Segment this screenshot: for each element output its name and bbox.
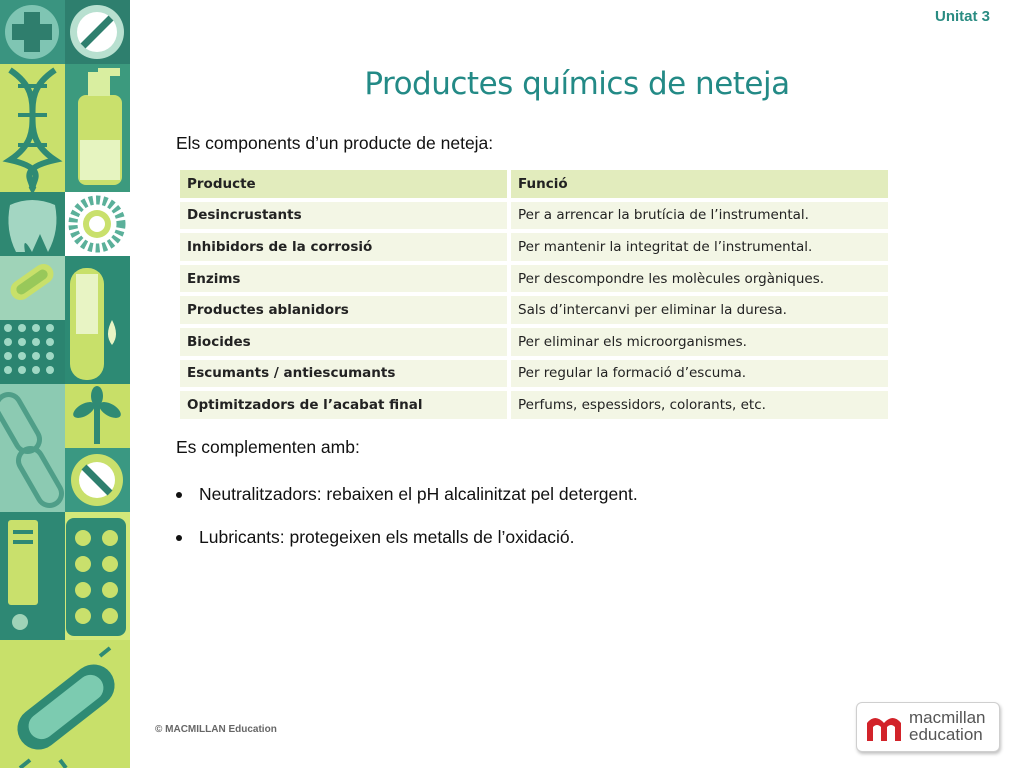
product-cell: Desincrustants	[180, 202, 507, 230]
product-cell: Enzims	[180, 265, 507, 293]
table-row	[180, 391, 888, 419]
pill-icon	[70, 5, 124, 59]
bullet-icon	[176, 492, 182, 498]
function-cell: Sals d’intercanvi per eliminar la duresa.	[511, 296, 888, 324]
function-cell: Per a arrencar la brutícia de l’instrumental.	[511, 202, 888, 230]
macmillan-logo-icon	[865, 711, 903, 745]
header-function: Funció	[511, 170, 888, 198]
unit-label: Unitat 3	[934, 8, 990, 25]
table-row	[180, 202, 888, 230]
function-cell: Per descompondre les molècules orgàniques.	[511, 265, 888, 293]
function-cell: Per eliminar els microorganismes.	[511, 328, 888, 356]
components-table	[176, 166, 892, 423]
function-cell: Per regular la formació d’escuma.	[511, 360, 888, 388]
table-header-row	[180, 170, 888, 198]
complement-heading: Es complementen amb:	[176, 437, 360, 457]
table-row	[180, 233, 888, 261]
product-cell: Optimitzadors de l’acabat final	[180, 391, 507, 419]
logo-word-macmillan: macmillan	[909, 708, 986, 727]
function-cell: Per mantenir la integritat de l’instrumental.	[511, 233, 888, 261]
intro-text: Els components d’un producte de neteja:	[176, 133, 494, 153]
capsule-icon	[71, 454, 123, 506]
slide-title: Productes químics de neteja	[364, 66, 790, 102]
list-item-text: Neutralitzadors: rebaixen el pH alcalinitzat pel detergent.	[199, 484, 638, 504]
product-cell: Biocides	[180, 328, 507, 356]
table-row	[180, 265, 888, 293]
list-item-text: Lubricants: protegeixen els metalls de l’oxidació.	[199, 527, 575, 547]
product-cell: Productes ablanidors	[180, 296, 507, 324]
blister-pack-icon	[66, 518, 126, 636]
decorative-sidebar	[0, 0, 130, 768]
macmillan-logo	[856, 702, 1000, 752]
header-product: Producte	[180, 170, 507, 198]
complement-list	[176, 484, 638, 570]
table-row	[180, 360, 888, 388]
copyright-text: © MACMILLAN Education	[155, 724, 277, 735]
medical-cross-icon	[5, 5, 59, 59]
table-row	[180, 328, 888, 356]
list-item	[176, 527, 638, 570]
tooth-icon	[8, 200, 56, 252]
list-item	[176, 484, 638, 527]
product-cell: Inhibidors de la corrosió	[180, 233, 507, 261]
logo-word-education: education	[909, 725, 983, 744]
function-cell: Perfums, espessidors, colorants, etc.	[511, 391, 888, 419]
bullet-icon	[176, 535, 182, 541]
product-cell: Escumants / antiescumants	[180, 360, 507, 388]
table-row	[180, 296, 888, 324]
medical-icons-illustration	[0, 0, 130, 768]
